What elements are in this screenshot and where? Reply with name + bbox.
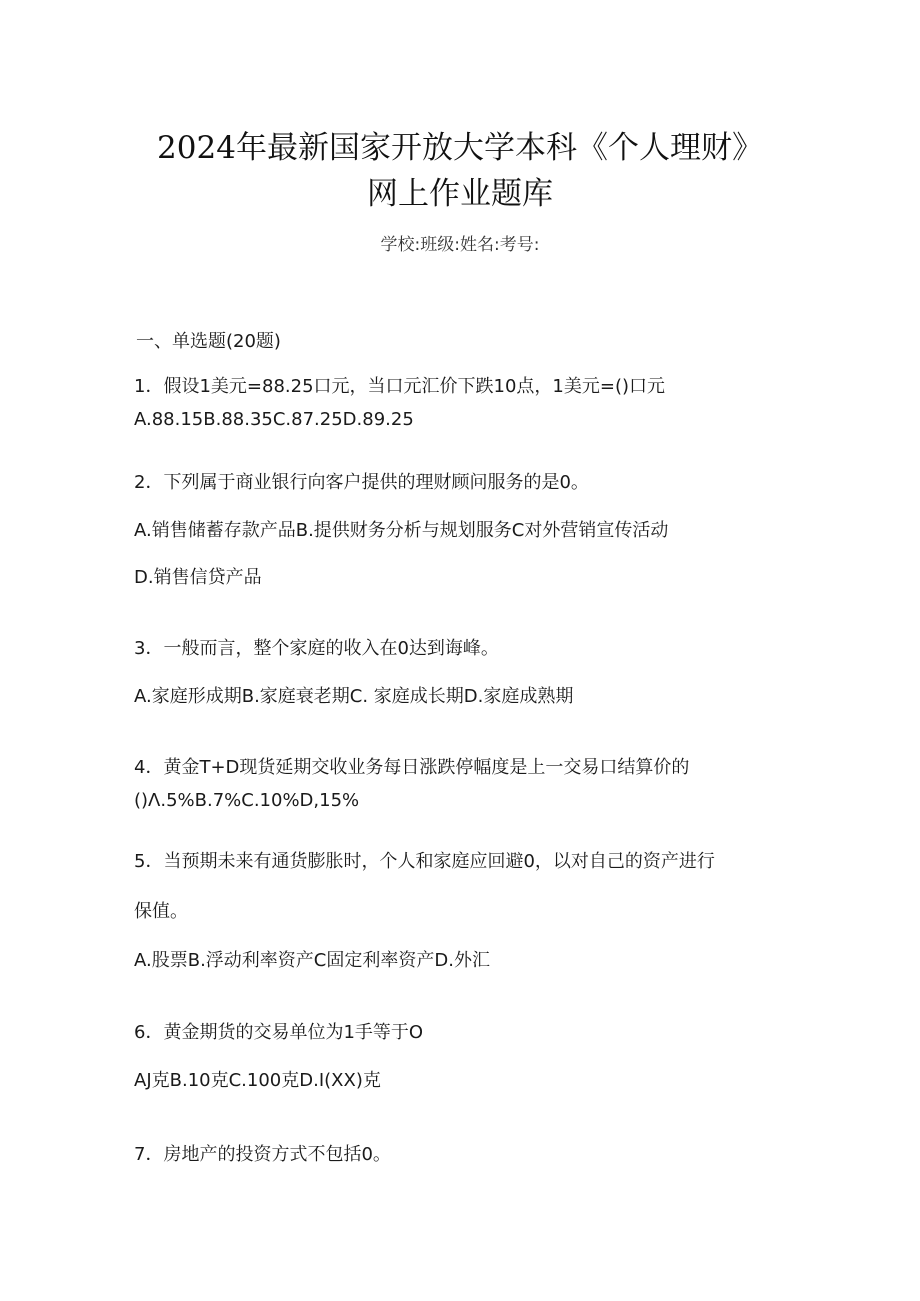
question-4-options: ()Λ.5%B.7%C.10%D,15% (134, 790, 360, 811)
question-6-options: AJ克B.10克C.100克D.I(XX)克 (134, 1070, 381, 1091)
question-1-options: A.88.15B.88.35C.87.25D.89.25 (134, 409, 414, 430)
section-heading: 一、单选题(20题) (136, 331, 281, 352)
question-4-stem: 4．黄金T+D现货延期交收业务每日涨跌停幅度是上一交易口结算价的 (134, 757, 690, 778)
student-info-line: 学校:班级:姓名:考号: (380, 235, 540, 255)
question-2-stem: 2．下列属于商业银行向客户提供的理财顾问服务的是0。 (134, 472, 589, 493)
question-5-stem: 5．当预期未来有通货膨胀时，个人和家庭应回避0，以对自己的资产进行 (134, 851, 715, 872)
question-2-options: A.销售储蓄存款产品B.提供财务分析与规划服务C对外营销宣传活动 (134, 520, 669, 541)
question-1-stem: 1．假设1美元=88.25口元，当口元汇价下跌10点，1美元=()口元 (134, 376, 665, 397)
question-7-stem: 7．房地产的投资方式不包括0。 (134, 1144, 391, 1165)
question-2-options-cont: D.销售信贷产品 (134, 567, 262, 588)
document-title-line2: 网上作业题库 (367, 176, 553, 212)
question-6-stem: 6．黄金期货的交易单位为1手等于O (134, 1022, 424, 1043)
question-5-options: A.股票B.浮动利率资产C固定利率资产D.外汇 (134, 950, 490, 971)
question-3-options: A.家庭形成期B.家庭衰老期C. 家庭成长期D.家庭成熟期 (134, 686, 574, 707)
question-3-stem: 3．一般而言，整个家庭的收入在0达到诲峰。 (134, 638, 499, 659)
document-title-line1: 2024年最新国家开放大学本科《个人理财》 (157, 130, 763, 166)
question-5-stem-cont: 保值。 (134, 901, 188, 922)
